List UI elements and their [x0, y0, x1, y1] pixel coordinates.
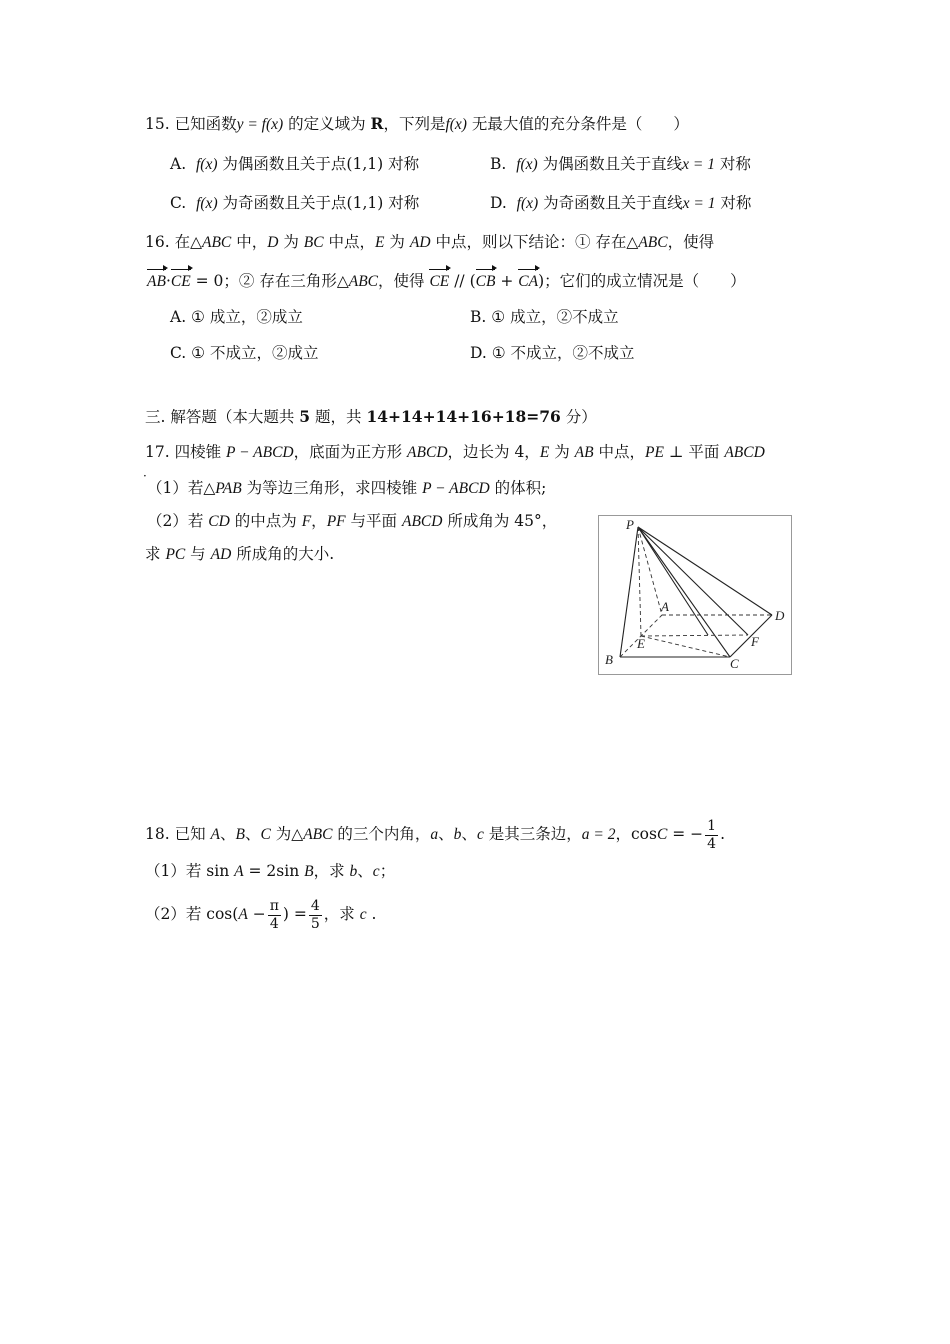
q15-stem: 15. 已知函数y = f(x) 的定义域为 R，下列是f(x) 无最大值的充分条件是（ ） [145, 114, 689, 133]
fraction-one-quarter: $\frac{1}{4}$ [707, 817, 717, 852]
q15-option-c: C. f(x) 为奇函数且关于点(1,1) 对称 [170, 194, 420, 212]
fraction-pi-over-4: $\frac{\pi}{4}$ [269, 897, 279, 932]
q16-option-d: D. ① 不成立，②不成立 [470, 344, 635, 362]
q16-stem-line1: 16. 在△ABC 中，D 为 BC 中点，E 为 AD 中点，则以下结论：① 存在△ABC，使得 [145, 233, 715, 251]
pyramid-figure [598, 515, 792, 675]
label-b: B [605, 652, 613, 667]
q17-part2: （2）若 CD 的中点为 F，PF 与平面 ABCD 所成角为 45°， [147, 512, 558, 530]
q16-option-a: A. ① 成立，②成立 [170, 308, 303, 326]
q17-part1: （1）若△PAB 为等边三角形，求四棱锥 P − ABCD 的体积; [147, 479, 547, 497]
label-f: F [751, 634, 759, 649]
q18-stem: 18. 已知 A、B、C 为△ABC 的三个内角，a、b、c 是其三条边，a = 2，cosC = − $\frac{1}{4}$ . [145, 817, 726, 852]
vector-ab: AB [147, 271, 166, 293]
vector-cb: CB [476, 271, 496, 293]
fraction-four-fifths: $\frac{4}{5}$ [310, 897, 320, 932]
q16-option-b: B. ① 成立，②不成立 [470, 308, 619, 326]
label-c: C [730, 656, 739, 671]
q15-option-d: D. f(x) 为奇函数且关于直线x = 1 对称 [490, 194, 752, 212]
label-p: P [626, 517, 634, 532]
figure-frame [599, 516, 792, 675]
vector-ce: CE [171, 271, 191, 293]
q17-stem: 17. 四棱锥 P − ABCD，底面为正方形 ABCD，边长为 4，E 为 AB 中点，PE ⊥ 平面 ABCD [145, 443, 765, 461]
q16-option-c: C. ① 不成立，②成立 [170, 344, 319, 362]
q15-option-b: B. f(x) 为偶函数且关于直线x = 1 对称 [490, 155, 751, 173]
q16-stem-line2: AB·CE = 0；② 存在三角形△ABC，使得 CE // (CB + CA)；它们的成立情况是（ ） [147, 270, 746, 293]
q17-part2-cont: 求 PC 与 AD 所成角的大小. [145, 545, 335, 563]
q18-part2: （2）若 cos(A − $\frac{\pi}{4}$ ) = $\frac{4}{5}$ ，求 c . [145, 897, 377, 932]
vector-ce-2: CE [429, 271, 449, 293]
label-a: A [661, 599, 669, 614]
q18-part1: （1）若 sin A = 2sin B，求 b、c； [145, 862, 396, 880]
q15-option-a: A. f(x) 为偶函数且关于点(1,1) 对称 [170, 155, 420, 173]
q17-dot-mark: · [143, 469, 147, 483]
label-d: D [775, 608, 785, 623]
section-heading: 三. 解答题（本大题共 5 题，共 14+14+14+16+18=76 分） [145, 407, 597, 426]
vector-ca: CA [518, 271, 538, 293]
label-e: E [637, 636, 645, 651]
